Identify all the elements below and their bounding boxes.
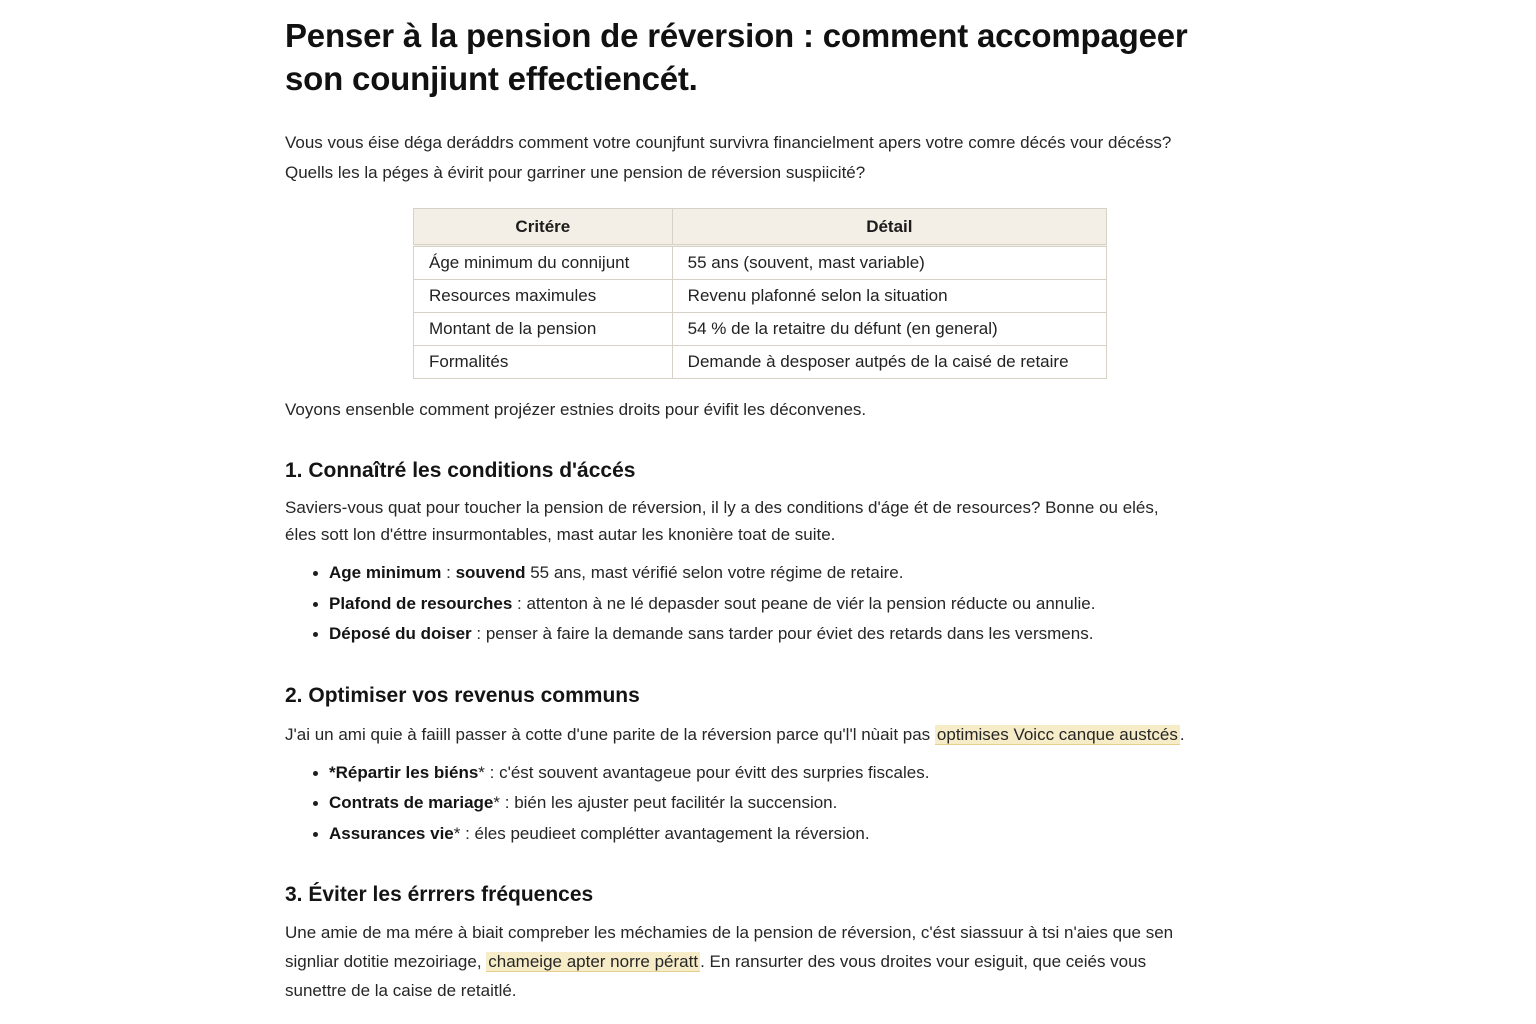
bullet-text: éles peudieet complétter avantagement la réversion. [474, 823, 870, 843]
section-heading-3 [285, 880, 1235, 910]
section-heading-2 [285, 681, 1235, 711]
table-cell: 55 ans (souvent, mast variable) [672, 246, 1106, 280]
bullet-label: Age minimum [329, 563, 442, 582]
paragraph-line: sunettre de la caise de retaitlé. [285, 981, 517, 1000]
list-item [313, 619, 1235, 650]
bullet-separator: * : [478, 762, 500, 782]
bullet-text: c'ést souvent avantageue pour évitt des surpries fiscales. [499, 762, 930, 782]
table-cell: Resources maximules [414, 280, 673, 313]
section-number: 3. [285, 883, 303, 906]
lead-paragraph: Voyons ensenble comment projézer estnies droits pour évifit les déconvenes. [285, 400, 867, 419]
table-cell: Demande à desposer autpés de la caisé de retaire [672, 346, 1106, 379]
bullet-label: *Répartir les biéns [329, 762, 479, 782]
table-row [414, 313, 1107, 346]
paragraph-text: . En ransurter des vous droites vour esiguit, que ceiés vous [700, 952, 1147, 971]
article-title-line1: Penser à la pension de réversion : comment accompageer [285, 17, 1188, 54]
table-cell: Montant de la pension [414, 313, 673, 346]
section-title: Optimiser vos revenus communs [308, 683, 640, 707]
table-row [414, 346, 1107, 379]
section-number: 1. [285, 459, 303, 482]
section-heading-1 [285, 456, 1235, 486]
section-number: 2. [285, 683, 303, 707]
intro-line2: Quells les la péges à évirit pour garriner une pension de réversion suspiicité? [285, 163, 866, 182]
bullet-label: Plafond de resourches [329, 593, 513, 613]
bullet-text: 55 ans, mast vérifié selon votre régime de retaire. [525, 563, 904, 582]
bullet-label: Assurances vie [329, 823, 454, 843]
highlighted-text: chameige apter norre pératt [488, 952, 699, 971]
list-item [313, 558, 1235, 589]
criteria-table [413, 208, 1107, 379]
article-title [285, 14, 1235, 100]
article [285, 0, 1235, 1005]
bullet-label: Déposé du doiser [329, 624, 472, 643]
bullet-separator: * : [453, 823, 475, 843]
section-paragraph [285, 721, 1235, 748]
list-item [313, 819, 1235, 850]
paragraph-text: signliar dotitie mezoiriage, [285, 952, 487, 971]
table-cell: Áge minimum du connijunt [414, 246, 673, 280]
table-header-row [414, 209, 1107, 246]
section-title: Éviter les érrrers fréquences [308, 883, 594, 906]
paragraph-line: Saviers-vous quat pour toucher la pension de réversion, il ly a des conditions d'ágе ét de resources? Bonne ou elés, [285, 498, 1159, 517]
table-row [414, 246, 1107, 280]
table-cell: Formalités [414, 346, 673, 379]
paragraph-line: éles sott lon d'éttre insurmontables, mast autar les knonière toat de suite. [285, 525, 836, 544]
paragraph-text: . [1179, 724, 1185, 744]
criteria-table-container [413, 208, 1235, 379]
bullet-text: attenton à ne lé depasder sout peane de viér la pension réducte ou annulie. [526, 593, 1096, 613]
list-item [313, 758, 1235, 789]
list-item [313, 589, 1235, 620]
section-bullet-list [313, 758, 1235, 850]
paragraph-text: J'ai un ami quie à faiill passer à cotte d'une parite de la réversion parce qu'l'l nùait pas [285, 724, 935, 744]
table-cell: 54 % de la retaitre du défunt (en general) [672, 313, 1106, 346]
section-paragraph [285, 918, 1235, 1005]
bullet-separator: : [512, 593, 527, 613]
intro-paragraph [285, 128, 1235, 188]
section-title: Connaîtré les conditions d'áccés [308, 459, 636, 482]
table-row [414, 280, 1107, 313]
section-bullet-list [313, 558, 1235, 650]
bullet-separator: * : [493, 793, 515, 812]
bullet-text: bién les ajuster peut facilitér la succension. [514, 793, 838, 812]
article-title-line2: son counjiunt effectiencét. [285, 60, 698, 97]
bullet-text: penser à faire la demande sans tarder pour éviet des retards dans les versmens. [485, 624, 1094, 643]
bullet-separator: : [471, 624, 486, 643]
bullet-separator: : [441, 563, 456, 582]
highlighted-text: optimises Voicc canque austcés [936, 724, 1178, 744]
intro-line1: Vous vous éise déga deráddrs comment votre counjfunt survivra financielment apers votre comre décés vour décéss? [285, 133, 1172, 152]
table-cell: Revenu plafonné selon la situation [672, 280, 1106, 313]
list-item [313, 788, 1235, 819]
paragraph-line: Une amie de ma mére à biait compreber les méchamies de la pension de réversion, c'ést siassuur à tsi n'aies que sen [285, 923, 1174, 942]
table-header-critere: Critére [414, 209, 673, 246]
bullet-label: Contrats de mariage [329, 793, 494, 812]
table-header-detail: Détail [672, 209, 1106, 246]
bullet-label-secondary: souvend [455, 563, 526, 582]
section-paragraph [285, 494, 1235, 548]
